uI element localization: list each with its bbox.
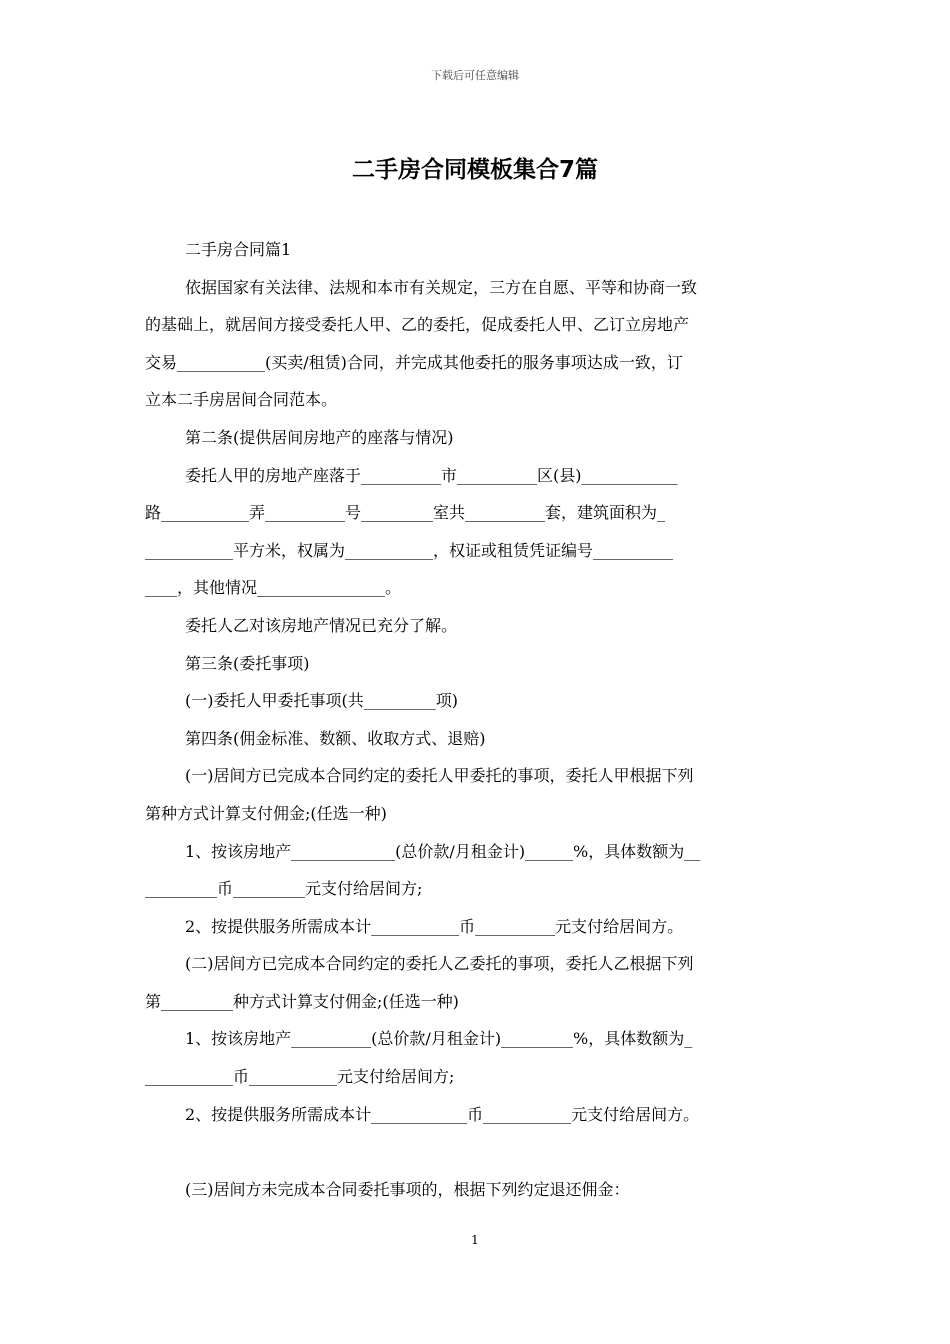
paragraph-line: 1、按该房地产_____________(总价款/月租金计)______%，具体数额为__ <box>185 841 701 861</box>
paragraph-line: 第_________种方式计算支付佣金;(任选一种) <box>145 991 459 1011</box>
paragraph-line: 委托人甲的房地产座落于__________市__________区(县)____________ <box>185 465 678 485</box>
paragraph-line: _________币_________元支付给居间方; <box>145 879 423 899</box>
paragraph-line: (一)居间方已完成本合同约定的委托人甲委托的事项，委托人甲根据下列 <box>185 766 694 786</box>
clause-heading: 第四条(佣金标准、数额、收取方式、退赔) <box>185 728 486 748</box>
paragraph-line: 依据国家有关法律、法规和本市有关规定，三方在自愿、平等和协商一致 <box>185 277 698 297</box>
paragraph-line: 交易___________(买卖/租赁)合同，并完成其他委托的服务事项达成一致，订 <box>145 352 683 372</box>
blank-line <box>145 1133 810 1171</box>
paragraph-line: ___________平方米，权属为___________，权证或租赁凭证编号__________ <box>145 540 674 560</box>
paragraph-line: 立本二手房居间合同范本。 <box>145 390 338 410</box>
document-title: 二手房合同模板集合7篇 <box>351 157 598 183</box>
paragraph-line: ___________币___________元支付给居间方; <box>145 1067 455 1087</box>
document-body <box>145 231 810 1208</box>
paragraph-line: 第种方式计算支付佣金;(任选一种) <box>145 803 387 823</box>
paragraph-line: 的基础上，就居间方接受委托人甲、乙的委托，促成委托人甲、乙订立房地产 <box>145 315 690 335</box>
paragraph-line: (一)委托人甲委托事项(共_________项) <box>185 691 458 711</box>
clause-heading: 第二条(提供居间房地产的座落与情况) <box>185 427 454 447</box>
paragraph-line: (二)居间方已完成本合同约定的委托人乙委托的事项，委托人乙根据下列 <box>185 954 694 974</box>
paragraph-line: 2、按提供服务所需成本计____________币___________元支付给居间方。 <box>185 1104 700 1124</box>
paragraph-line: 2、按提供服务所需成本计___________币__________元支付给居间方。 <box>185 916 684 936</box>
header-note: 下载后可任意编辑 <box>431 69 519 82</box>
page-number: 1 <box>471 1233 479 1247</box>
clause-heading: 第三条(委托事项) <box>185 653 310 673</box>
section-heading: 二手房合同篇1 <box>185 240 292 259</box>
paragraph-line: 1、按该房地产__________(总价款/月租金计)_________%，具体数额为_ <box>185 1029 693 1049</box>
paragraph-line: 路___________弄__________号_________室共__________套，建筑面积为_ <box>145 503 666 523</box>
paragraph-line: 委托人乙对该房地产情况已充分了解。 <box>185 615 458 635</box>
paragraph-line: ____，其他情况________________。 <box>145 578 402 598</box>
paragraph-line: (三)居间方未完成本合同委托事项的，根据下列约定退还佣金： <box>185 1179 630 1199</box>
